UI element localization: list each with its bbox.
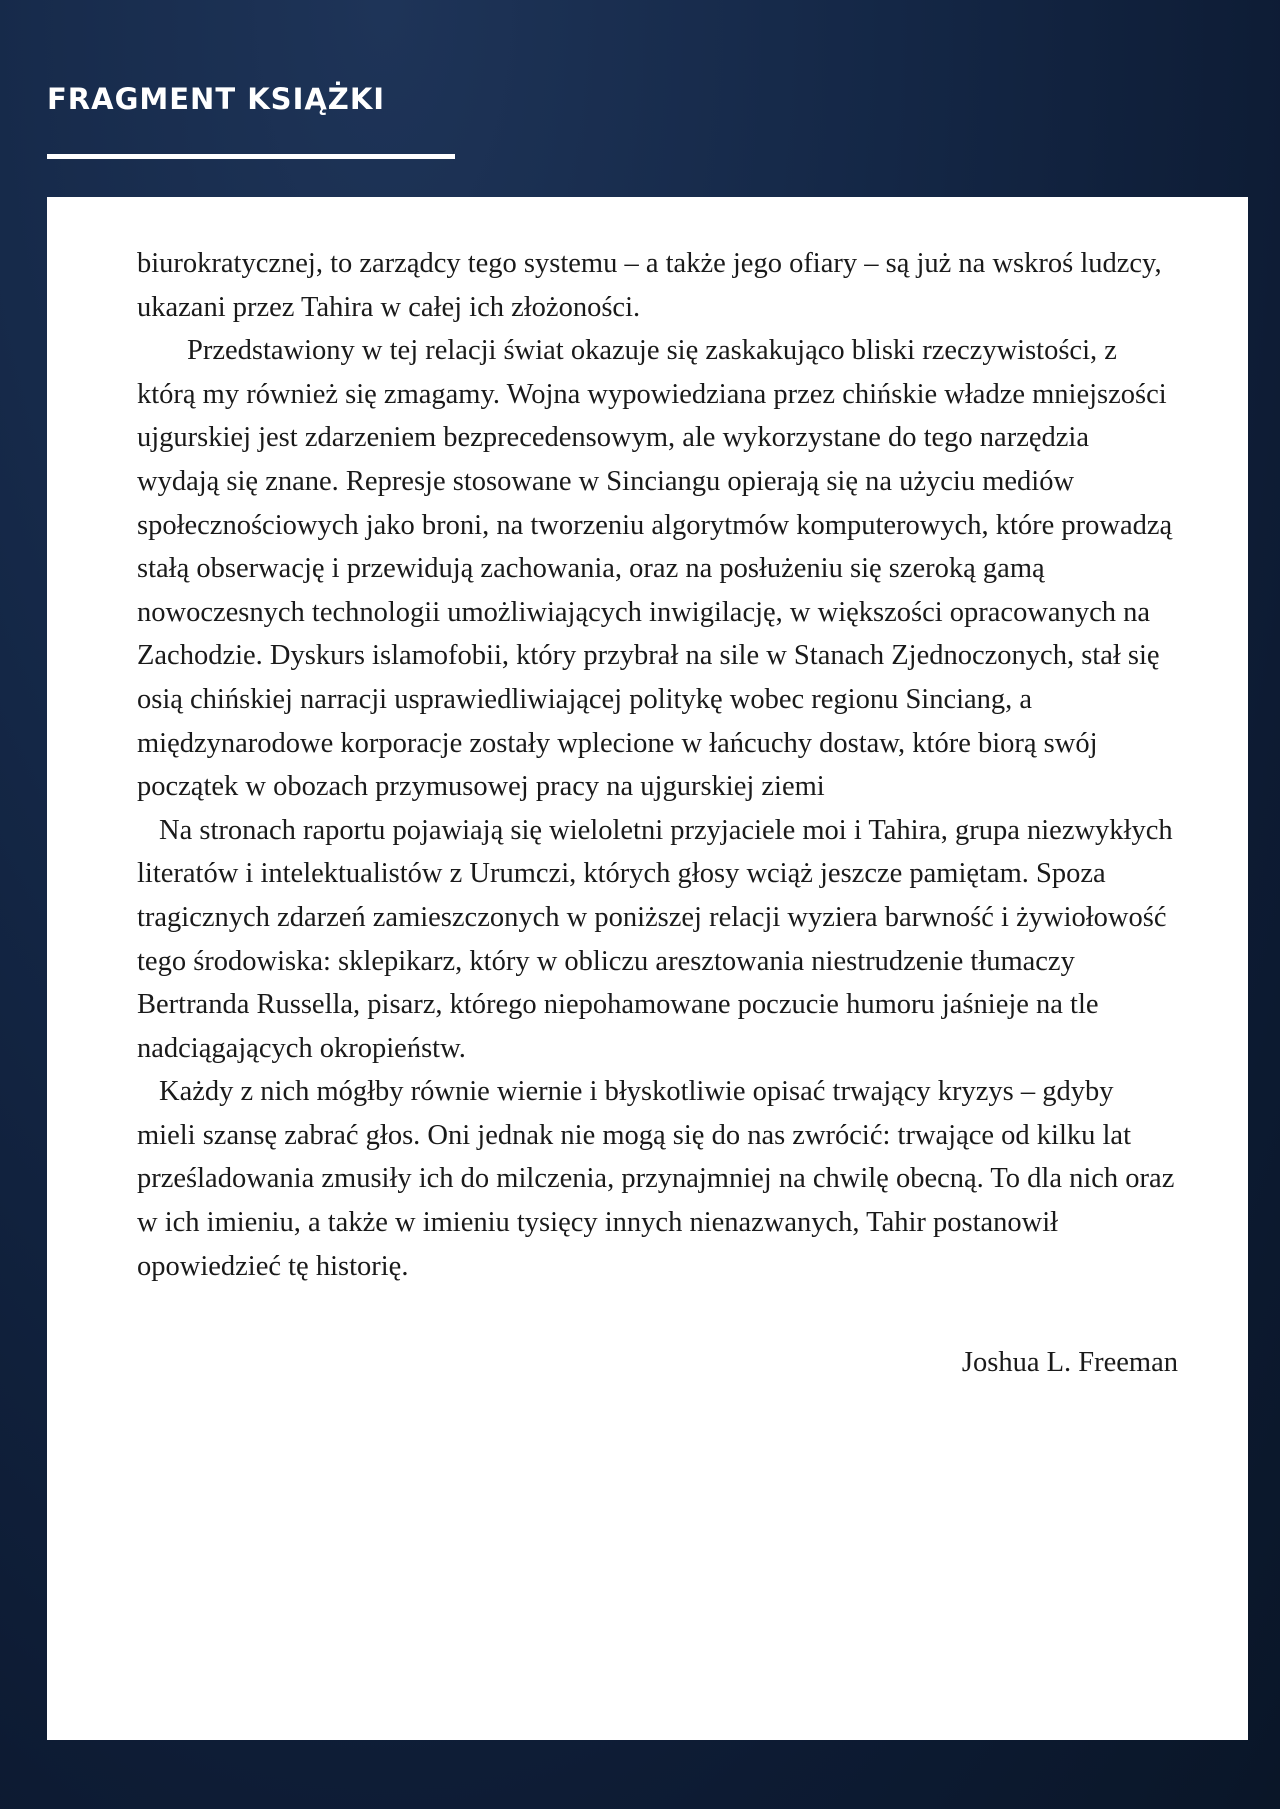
book-excerpt-text	[137, 242, 1178, 1288]
paragraph-3: Na stronach raportu pojawiają się wieloletni przyjaciele moi i Tahira, grupa niezwykłych literatów i intelektualistów z Urumczi, których głosy wciąż jeszcze pamiętam. Spoza tragicznych zdarzeń zamieszczonych w poniższej relacji wyziera barwność i żywiołowość tego środowiska: sklepikarz, który w obliczu aresztowania niestrudzenie tłumaczy Bertranda Russella, pisarz, którego niepohamowane poczucie humoru jaśnieje na tle nadciągających okropieństw.	[137, 814, 1173, 1064]
section-header	[47, 82, 457, 159]
section-title: FRAGMENT KSIĄŻKI	[47, 82, 386, 116]
paragraph-2: Przedstawiony w tej relacji świat okazuje się zaskakująco bliski rzeczywistości, z którą my również się zmagamy. Wojna wypowiedziana przez chińskie władze mniejszości ujgurskiej jest zdarzeniem bezprecedensowym, ale wykorzystane do tego narzędzia wydają się znane. Represje stosowane w Sinciangu opierają się na użyciu mediów społecznościowych jako broni, na tworzeniu algorytmów komputerowych, które prowadzą stałą obserwację i przewidują zachowania, oraz na posłużeniu się szeroką gamą nowoczesnych technologii umożliwiających inwigilację, w większości opracowanych na Zachodzie. Dyskurs islamofobii, który przybrał na sile w Stanach Zjednoczonych, stał się osią chińskiej narracji usprawiedliwiającej politykę wobec regionu Sinciang, a międzynarodowe korporacje zostały wplecione w łańcuchy dostaw, które biorą swój początek w obozach przymusowej pracy na ujgurskiej ziemi	[137, 335, 1173, 803]
book-page	[47, 197, 1248, 1740]
author-signature: Joshua L. Freeman	[961, 1347, 1178, 1379]
paragraph-4: Każdy z nich mógłby równie wiernie i błyskotliwie opisać trwający kryzys – gdyby mieli szansę zabrać głos. Oni jednak nie mogą się do nas zwrócić: trwające od kilku lat prześladowania zmusiły ich do milczenia, przynajmniej na chwilę obecną. To dla nich oraz w ich imieniu, a także w imieniu tysięcy innych nienazwanych, Tahir postanowił opowiedzieć tę historię.	[137, 1076, 1175, 1282]
paragraph-1: biurokratycznej, to zarządcy tego systemu – a także jego ofiary – są już na wskroś ludzcy, ukazani przez Tahira w całej ich złożoności.	[137, 248, 1162, 323]
title-underline	[47, 154, 455, 159]
